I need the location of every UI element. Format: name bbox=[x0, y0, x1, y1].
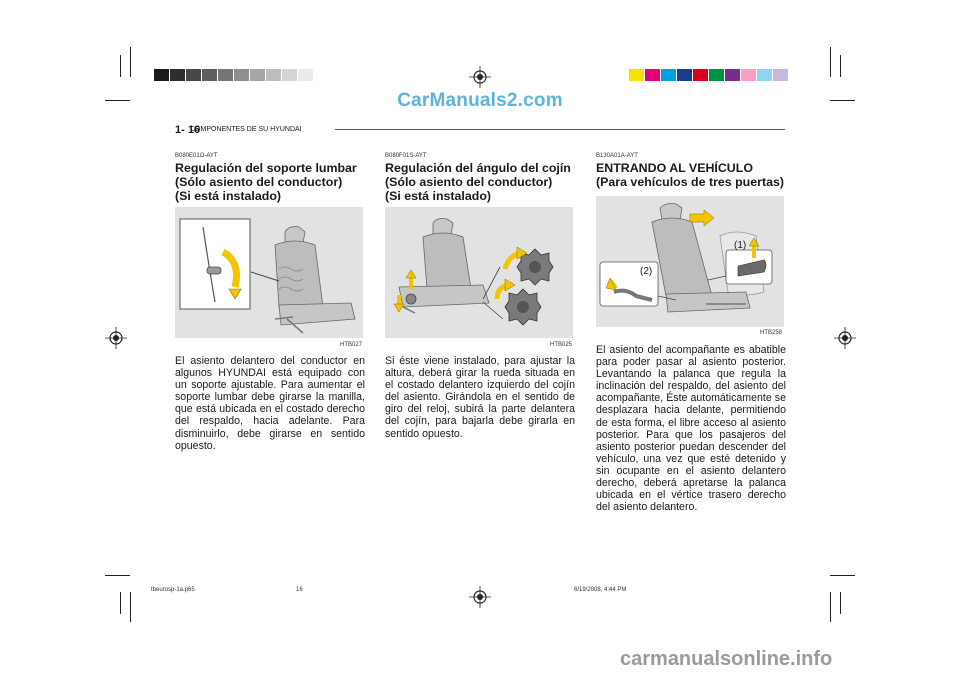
crop-mark bbox=[130, 47, 131, 77]
swatch bbox=[741, 69, 756, 81]
body-text: Si éste viene instalado, para ajustar la altura, deberá girar la rueda situada en el costado delantero izquierdo del cojín del asiento. Girándola en el sentido de giro del reloj, subirá la parte delantera del cojín, para bajarla debe girarla en sentido opuesto. bbox=[385, 355, 575, 440]
figure-code: HTB258 bbox=[760, 330, 783, 336]
swatch bbox=[677, 69, 692, 81]
crop-mark bbox=[840, 592, 841, 614]
figure-code: HTB025 bbox=[550, 342, 573, 348]
crop-mark bbox=[130, 592, 131, 622]
crop-mark bbox=[120, 592, 121, 614]
swatch bbox=[266, 69, 281, 81]
watermark-bottom[interactable]: carmanualsonline.info bbox=[620, 648, 833, 670]
body-text: El asiento delantero del conductor en algunos HYUNDAI está equipado con un soporte ajustable. Para aumentar el soporte lumbar debe girarse la manilla, que está ubicada en el costado derecho del respaldo, hacia adelante. Para disminuirlo, debe girarse en sentido opuesto. bbox=[175, 355, 365, 452]
crop-mark bbox=[840, 55, 841, 77]
swatch bbox=[154, 69, 169, 81]
crop-mark bbox=[830, 47, 831, 77]
swatch bbox=[645, 69, 660, 81]
swatch bbox=[661, 69, 676, 81]
swatch bbox=[757, 69, 772, 81]
swatch bbox=[725, 69, 740, 81]
swatch bbox=[170, 69, 185, 81]
swatch bbox=[709, 69, 724, 81]
header-rule bbox=[335, 129, 785, 130]
section-heading: Regulación del ángulo del cojín (Sólo asiento del conductor) (Si está instalado) bbox=[385, 161, 571, 203]
swatch bbox=[298, 69, 313, 81]
registration-target-icon bbox=[834, 327, 856, 349]
lumbar-seat-illustration bbox=[175, 207, 363, 338]
swatch bbox=[629, 69, 644, 81]
section-cushion-angle bbox=[385, 153, 575, 203]
seat-fold-illustration bbox=[596, 196, 784, 327]
callout-label-1: (1) bbox=[734, 240, 747, 251]
swatch bbox=[773, 69, 788, 81]
footer-page: 16 bbox=[296, 587, 303, 593]
crop-mark bbox=[830, 592, 831, 622]
swatch bbox=[218, 69, 233, 81]
callout-label-2: (2) bbox=[640, 266, 653, 277]
cushion-seat-illustration bbox=[385, 207, 573, 338]
section-title: COMPONENTES DE SU HYUNDAI bbox=[190, 126, 302, 133]
registration-target-icon bbox=[469, 66, 491, 88]
body-text: El asiento del acompañante es abatible para poder pasar al asiento posterior. Levantando la palanca que regula la inclinación del respaldo, del asiento del acompañante, Éste automáticamente se desplazara hacia delante, permitiendo de esta forma, el libre acceso al asiento posterior. Para que los pasajeros del asiento posterior puedan descender del vehículo, una vez que esté detenido y sin ocupante en el asiento delantero derecho, deberá apretarse la palanca ubicada en el vértice trasero derecho del asiento delantero. bbox=[596, 344, 786, 514]
swatch bbox=[282, 69, 297, 81]
swatch bbox=[693, 69, 708, 81]
figure-code: HTB027 bbox=[340, 342, 363, 348]
page-number: 1- 16 bbox=[175, 124, 201, 136]
footer-date: 6/19/2008, 4:44 PM bbox=[574, 587, 627, 593]
registration-target-icon bbox=[469, 586, 491, 608]
section-heading: Regulación del soporte lumbar (Sólo asiento del conductor) (Si está instalado) bbox=[175, 161, 357, 203]
crop-mark bbox=[830, 575, 855, 576]
swatch bbox=[234, 69, 249, 81]
swatch bbox=[186, 69, 201, 81]
crop-mark bbox=[105, 575, 130, 576]
watermark-top[interactable]: CarManuals2.com bbox=[397, 90, 563, 111]
registration-target-icon bbox=[105, 327, 127, 349]
crop-mark bbox=[120, 55, 121, 77]
swatch bbox=[202, 69, 217, 81]
section-code: B130A01A-AYT bbox=[596, 153, 638, 159]
section-code: B080F01S-AYT bbox=[385, 153, 427, 159]
footer-file: tbeurosp-1a.p65 bbox=[151, 587, 195, 593]
section-code: B080E01O-AYT bbox=[175, 153, 218, 159]
section-lumbar-support bbox=[175, 153, 365, 203]
section-heading: ENTRANDO AL VEHÍCULO (Para vehículos de tres puertas) bbox=[596, 161, 784, 189]
section-entering-vehicle bbox=[596, 153, 786, 189]
swatch bbox=[250, 69, 265, 81]
